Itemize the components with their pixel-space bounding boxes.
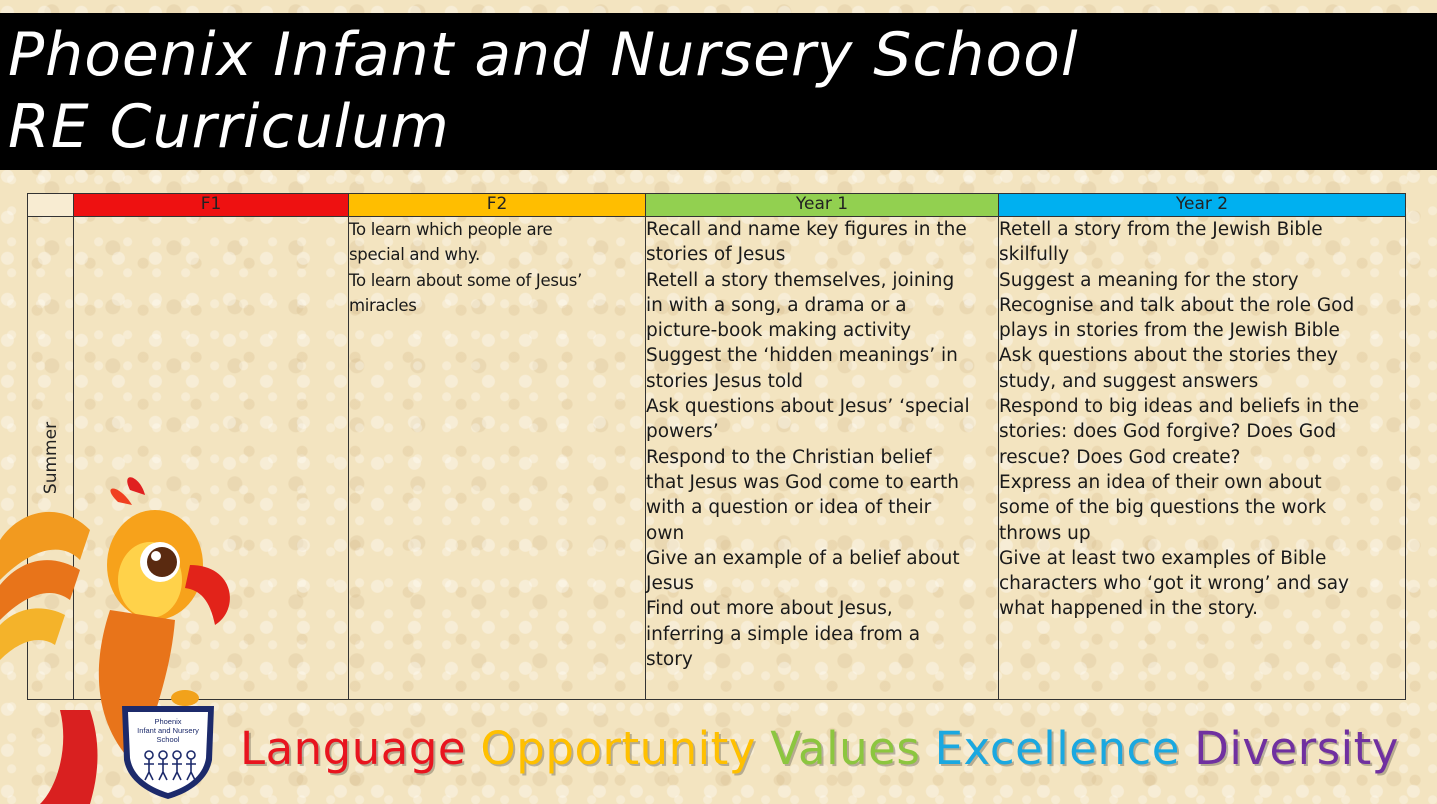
year2-line: Respond to big ideas and beliefs in the xyxy=(999,396,1360,418)
value-word: Diversity xyxy=(1194,722,1399,775)
f2-cell xyxy=(349,217,646,700)
year2-cell xyxy=(999,217,1406,700)
year1-line: in with a song, a drama or a xyxy=(646,294,907,316)
year2-line: study, and suggest answers xyxy=(999,370,1259,392)
year2-line: Ask questions about the stories they xyxy=(999,345,1338,367)
page-title: RE Curriculum xyxy=(8,92,450,162)
year2-line: Retell a story from the Jewish Bible xyxy=(999,219,1323,240)
value-word: Values xyxy=(770,722,921,775)
term-label: Summer xyxy=(40,421,61,495)
year1-line: Jesus xyxy=(646,573,694,595)
year2-line: Recognise and talk about the role God xyxy=(999,294,1355,316)
year2-line: rescue? Does God create? xyxy=(999,446,1241,468)
year1-line: Give an example of a belief about xyxy=(646,547,960,569)
column-header-f1: F1 xyxy=(74,194,349,217)
school-name: Phoenix Infant and Nursery School xyxy=(8,20,1079,90)
f2-line: miracles xyxy=(349,295,417,315)
value-word: Language xyxy=(240,722,467,775)
year1-line: stories Jesus told xyxy=(646,370,804,392)
year2-line: throws up xyxy=(999,522,1091,544)
school-badge-icon xyxy=(116,700,220,800)
year2-line: skilfully xyxy=(999,244,1070,266)
corner-cell xyxy=(28,194,74,217)
year1-line: Retell a story themselves, joining xyxy=(646,269,955,291)
year1-line: with a question or idea of their xyxy=(646,497,932,519)
value-word: Opportunity xyxy=(480,722,756,775)
column-header-year1: Year 1 xyxy=(646,194,999,217)
header-row xyxy=(28,194,1406,217)
f2-line: To learn about some of Jesus’ xyxy=(349,270,583,290)
year2-line: stories: does God forgive? Does God xyxy=(999,421,1337,443)
year2-line: some of the big questions the work xyxy=(999,497,1327,519)
year1-line: Respond to the Christian belief xyxy=(646,446,932,468)
year1-line: Ask questions about Jesus’ ‘special xyxy=(646,396,970,418)
year1-line: Find out more about Jesus, xyxy=(646,598,893,620)
year1-line: story xyxy=(646,649,693,671)
year1-line: stories of Jesus xyxy=(646,244,786,266)
year2-line: Give at least two examples of Bible xyxy=(999,547,1327,569)
column-header-year2: Year 2 xyxy=(999,194,1406,217)
f2-line: To learn which people are xyxy=(349,220,553,239)
year1-cell xyxy=(646,217,999,700)
year1-line: Recall and name key figures in the xyxy=(646,219,967,240)
year1-line: Suggest the ‘hidden meanings’ in xyxy=(646,345,958,367)
year2-line: Express an idea of their own about xyxy=(999,471,1322,493)
year2-line: what happened in the story. xyxy=(999,598,1258,620)
value-word: Excellence xyxy=(934,722,1180,775)
column-header-f2: F2 xyxy=(349,194,646,217)
year1-line: that Jesus was God come to earth xyxy=(646,471,959,493)
badge-text-1: Phoenix xyxy=(154,717,182,726)
badge-text-3: School xyxy=(156,735,180,744)
title-banner xyxy=(0,13,1437,170)
school-values xyxy=(240,714,1399,784)
year1-line: powers’ xyxy=(646,421,719,443)
year1-line: picture-book making activity xyxy=(646,320,912,342)
f2-line: special and why. xyxy=(349,245,480,265)
year2-line: Suggest a meaning for the story xyxy=(999,269,1299,291)
year2-line: characters who ‘got it wrong’ and say xyxy=(999,573,1350,595)
badge-text-2: Infant and Nursery xyxy=(137,726,199,735)
year1-line: own xyxy=(646,522,685,544)
year2-line: plays in stories from the Jewish Bible xyxy=(999,320,1340,342)
year1-line: inferring a simple idea from a xyxy=(646,623,921,645)
